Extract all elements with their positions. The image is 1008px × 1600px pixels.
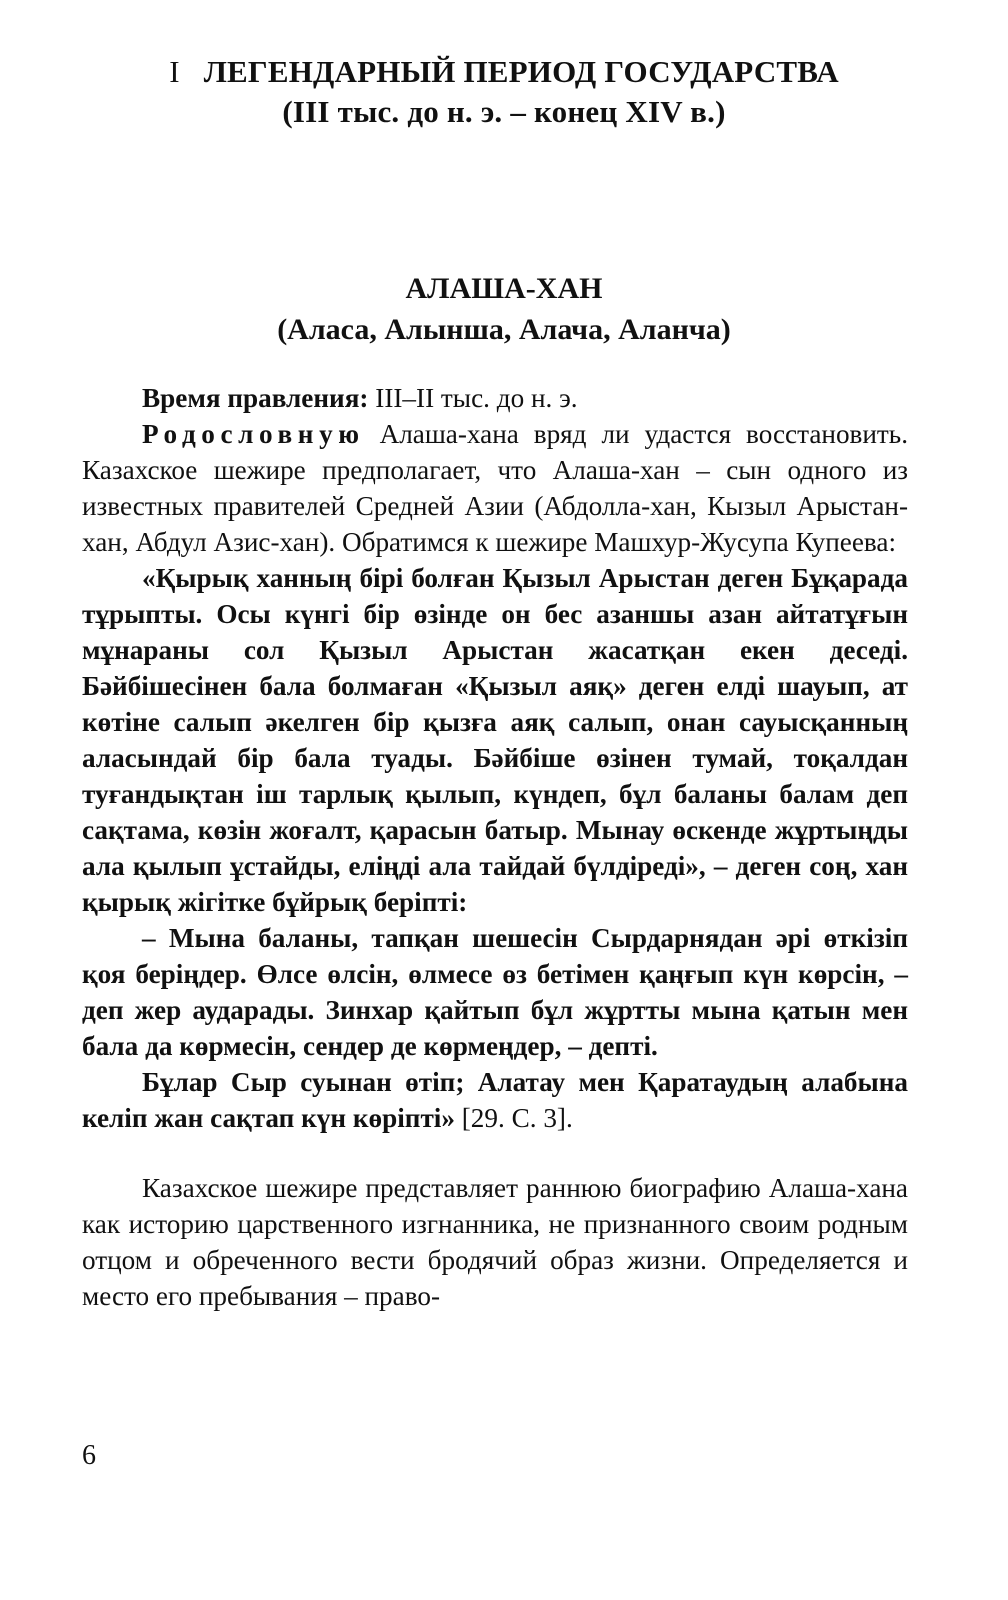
quote-paragraph-3-text: Бұлар Сыр суынан өтіп; Алатау мен Қаратаудың алабына келіп жан сақтап күн көріпті» [82, 1067, 908, 1133]
quote-paragraph-1: «Қырық ханның бірі болған Қызыл Арыстан деген Бұқарада тұрыпты. Осы күнгі бір өзінде он бес азаншы азан айтатұғын мұнараны сол Қызыл Арыстан жасатқан екен деседі. Бәйбішесінен бала болмаған «Қызыл аяқ» деген елді шауып, ат көтіне салып әкелген бір қызға аяқ салып, онан сауысқанның аласындай бір бала туады. Бәйбіше өзінен тумай, тоқалдан туғандықтан іш тарлық қылып, күндеп, бұл баланы балам деп сақтама, көзін жоғалт, қарасын батыр. Мынау өскенде жұртыңды ала қылып ұстайды, еліңді ала тайдай бүлдіреді», – деген соң, хан қырық жігітке бұйрық беріпті: [82, 563, 908, 917]
section-variants: (Аласа, Алынша, Алача, Аланча) [277, 313, 731, 346]
page-number: 6 [82, 1440, 96, 1471]
section-title: АЛАША-ХАН [405, 272, 603, 305]
reign-label: Время правления: [142, 383, 369, 413]
closing-paragraph: Казахское шежире представляет раннюю биографию Алаша-хана как историю царственного изгнанника, не признанного своим родным отцом и обреченного вести бродячий образ жизни. Определяется и место его пребывания – право- [82, 1173, 908, 1311]
chapter-title: ЛЕГЕНДАРНЫЙ ПЕРИОД ГОСУДАРСТВА [203, 54, 839, 89]
genealogy-text: Алаша-хана вряд ли удастся восстановить. Казахское шежире предполагает, что Алаша-хан – сын одного из известных правителей Средней Азии (Абдолла-хан, Кызыл Арыстан-хан, Абдул Азис-хан). Обратимся к шежире Машхур-Жусупа Купеева: [82, 419, 908, 557]
chapter-number: I [169, 54, 180, 89]
section-heading [0, 268, 1008, 350]
body-text [82, 380, 908, 1314]
chapter-heading [0, 52, 1008, 132]
quote-paragraph-3 [82, 1064, 908, 1136]
genealogy-lead: Родословную [142, 419, 365, 449]
reign-value: III–II тыс. до н. э. [375, 383, 578, 413]
reign-paragraph [82, 380, 908, 416]
quote-paragraph-2: – Мына баланы, тапқан шешесін Сырдарнядан әрі өткізіп қоя беріңдер. Өлсе өлсін, өлмесе өз бетімен қаңғып күн көрсін, – деп жер аударады. Зинхар қайтып бұл жұртты мына қатын мен бала да көрмесін, сендер де көрмеңдер, – депті. [82, 923, 908, 1061]
chapter-period: (III тыс. до н. э. – конец XIV в.) [282, 94, 726, 129]
genealogy-paragraph [82, 416, 908, 560]
quote-citation: [29. С. 3]. [461, 1103, 573, 1133]
chapter-title-line [0, 52, 1008, 92]
